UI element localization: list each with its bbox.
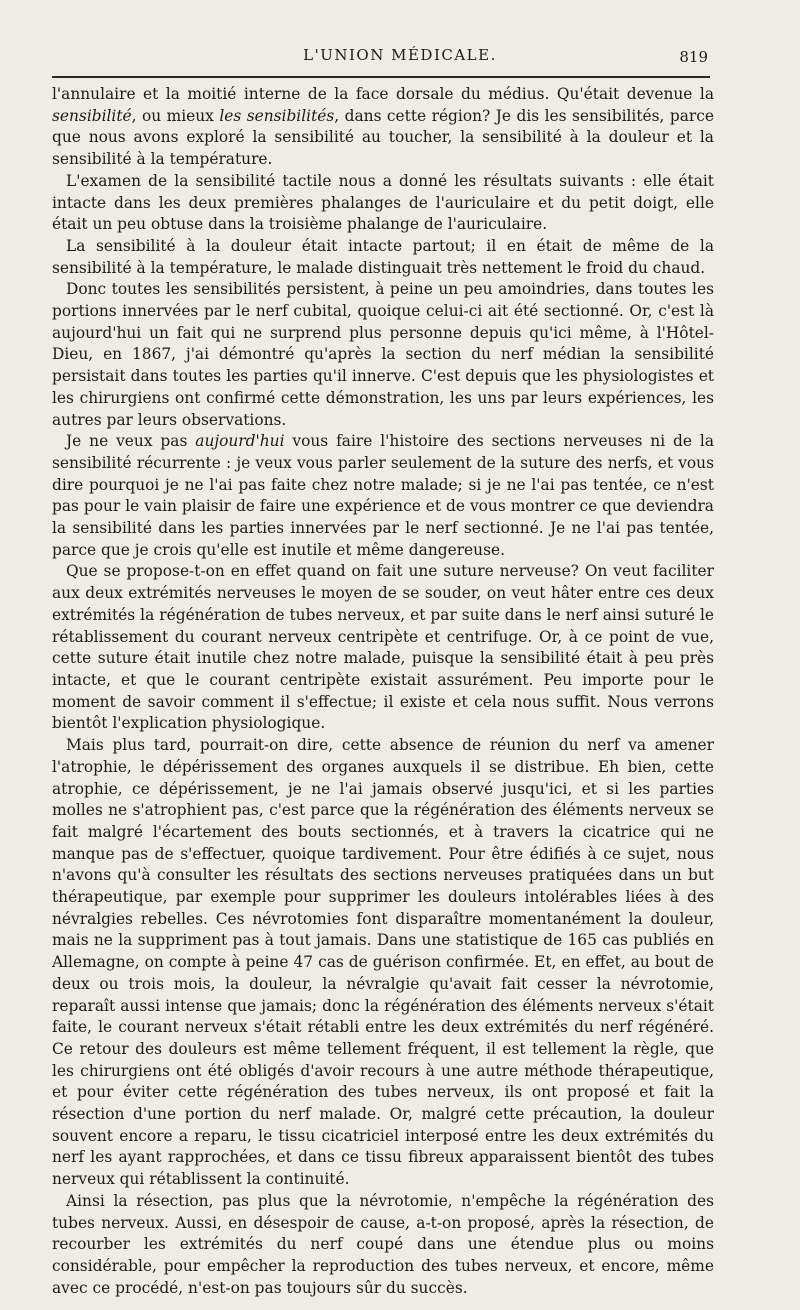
running-title: L'UNION MÉDICALE. [303,46,497,64]
italic-text: aujourd'hui [195,432,285,451]
text-run: vous faire l'histoire des sections nerveuses ni de la sensibilité récurrente : je veux vous parler seulement de la suture des nerfs, et vous dire pourquoi je ne l'ai pas faite chez notre malade; si je ne l'ai pas tentée, ce n'est pas pour le vain plaisir de faire une expérience et de vous montrer ce que deviendra la sensibilité dans les parties innervées par le nerf sectionné. Je ne l'ai pas tentée, parce que je crois qu'elle est inutile et même dangereuse. [52,432,714,559]
text-run: Je ne veux pas [66,432,196,451]
page-number: 819 [679,48,708,66]
italic-text: les sensibilités [219,106,335,125]
paragraph [52,1191,714,1300]
text-run: L'examen de la sensibilité tactile nous a donné les résultats suivants : elle était intacte dans les deux premières phalanges de l'auriculaire et du petit doigt, elle était un peu obtuse dans la troisième phalange de l'auriculaire. [52,171,714,234]
text-run: La sensibilité à la douleur était intacte partout; il en était de même de la sensibilité à la température, le malade distinguait très nettement le froid du chaud. [52,236,714,277]
italic-text: sensibilité [52,106,132,125]
body-text [52,84,714,1299]
paragraph [52,279,714,431]
paragraph [52,236,714,279]
text-run: , ou mieux [131,106,220,125]
header-rule [52,76,710,78]
text-run: , dans cette région? Je dis les sensibilités, parce que nous avons exploré la sensibilité au toucher, la sensibilité à la douleur et la sensibilité à la température. [52,106,714,169]
paragraph [52,735,714,1191]
page-header [0,46,800,70]
paragraph [52,431,714,561]
text-run: Que se propose-t-on en effet quand on fait une suture nerveuse? On veut faciliter aux deux extrémités nerveuses le moyen de se souder, on veut hâter entre ces deux extrémités la régénération de tubes nerveux, et par suite dans le nerf ainsi suturé le rétablissement du courant nerveux centripète et centrifuge. Or, à ce point de vue, cette suture était inutile chez notre malade, puisque la sensibilité était à peu près intacte, et que le courant centripète existait assurément. Peu importe pour le moment de savoir comment il s'effectue; il existe et cela nous suffit. Nous verrons bientôt l'explication physiologique. [52,562,714,733]
paragraph [52,171,714,236]
paragraph [52,561,714,735]
text-run: Donc toutes les sensibilités persistent, à peine un peu amoindries, dans toutes les portions innervées par le nerf cubital, quoique celui-ci ait été sectionné. Or, c'est là aujourd'hui un fait qui ne surprend plus personne depuis qu'ici même, à l'Hôtel-Dieu, en 1867, j'ai démontré qu'après la section du nerf médian la sensibilité persistait dans toutes les parties qu'il innerve. C'est depuis que les physiologistes et les chirurgiens ont confirmé cette démonstration, les uns par leurs expériences, les autres par leurs observations. [52,280,714,429]
text-run: l'annulaire et la moitié interne de la face dorsale du médius. Qu'était devenue la [52,85,714,103]
paragraph [52,84,714,171]
text-run: Mais plus tard, pourrait-on dire, cette absence de réunion du nerf va amener l'atrophie, le dépérissement des organes auxquels il se distribue. Eh bien, cette atrophie, ce dépérissement, je ne l'ai jamais observé jusqu'ici, et si les parties molles ne s'atrophient pas, c'est parce que la régénération des éléments nerveux se fait malgré l'écartement des bouts sectionnés, et à travers la cicatrice qui ne manque pas de s'effectuer, quoique tardivement. Pour être édifiés à ce sujet, nous n'avons qu'à consulter les résultats des sections nerveuses pratiquées dans un but thérapeutique, par exemple pour supprimer les douleurs intolérables liées à des névralgies rebelles. Ces névrotomies font disparaître momentanément la douleur, mais ne la suppriment pas à tout jamais. Dans une statistique de 165 cas publiés en Allemagne, on compte à peine 47 cas de guérison confirmée. Et, en effet, au bout de deux ou trois mois, la douleur, la névralgie qu'avait fait cesser la névrotomie, reparaît aussi intense que jamais; donc la régénération des éléments nerveux s'était faite, le courant nerveux s'était rétabli entre les deux extrémités du nerf régénéré. Ce retour des douleurs est même tellement fréquent, il est tellement la règle, que les chirurgiens ont été obligés d'avoir recours à une autre méthode thérapeutique, et pour éviter cette régénération des tubes nerveux, ils ont proposé et fait la résection d'une portion du nerf malade. Or, malgré cette précaution, la douleur souvent encore a reparu, le tissu cicatriciel interposé entre les deux extrémités du nerf les ayant rapprochées, et dans ce tissu fibreux apparaissent bientôt des tubes nerveux qui rétablissent la continuité. [52,736,714,1189]
text-run: Ainsi la résection, pas plus que la névrotomie, n'empêche la régénération des tubes nerveux. Aussi, en désespoir de cause, a-t-on proposé, après la résection, de recourber les extrémités du nerf coupé dans une étendue plus ou moins considérable, pour empêcher la reproduction des tubes nerveux, et encore, même avec ce procédé, n'est-on pas toujours sûr du succès. [52,1191,714,1297]
